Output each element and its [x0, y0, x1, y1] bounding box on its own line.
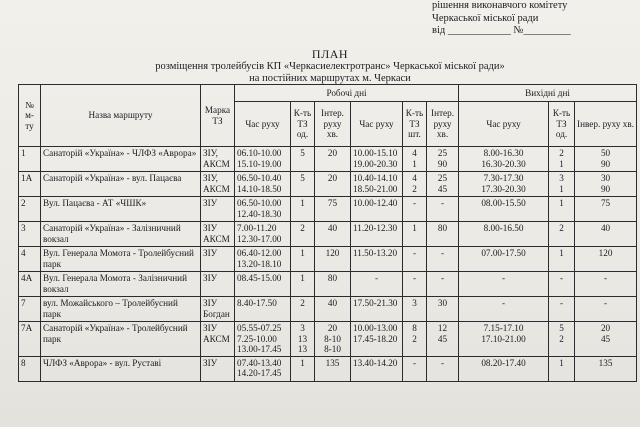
we-count-cell: 1: [549, 247, 575, 272]
we-count-cell: -: [549, 272, 575, 297]
table-row: [19, 356, 637, 381]
wd-time1-cell: 05.55-07.25 7.25-10.00 13.00-17.45: [235, 322, 291, 357]
brand-cell: ЗІУ АКСМ: [201, 322, 235, 357]
wd-time2-cell: -: [351, 272, 403, 297]
brand-cell: ЗІУ АКСМ: [201, 222, 235, 247]
table-row: [19, 297, 637, 322]
wd-time2-cell: 10.00-15.10 19.00-20.30: [351, 147, 403, 172]
wd-time2-cell: 11.20-12.30: [351, 222, 403, 247]
wd-interval1-cell: 80: [315, 272, 351, 297]
wd-interval2-cell: 80: [427, 222, 459, 247]
wd-time1-cell: 8.40-17.50: [235, 297, 291, 322]
wd-time2-cell: 11.50-13.20: [351, 247, 403, 272]
route-no-cell: 1А: [19, 172, 41, 197]
wd-count1-cell: 1: [291, 272, 315, 297]
wd-interval1-cell: 20 8-10 8-10: [315, 322, 351, 357]
wd-interval1-cell: 40: [315, 222, 351, 247]
we-interval-cell: 120: [575, 247, 637, 272]
wd-count1-cell: 1: [291, 197, 315, 222]
plan-subtitle-line1: розміщення тролейбусів КП «Черкасиелектротранс» Черкаської міської ради»: [155, 61, 505, 72]
we-time-cell: -: [459, 272, 549, 297]
wd-count2-cell: 1: [403, 222, 427, 247]
we-interval-cell: 40: [575, 222, 637, 247]
we-count-cell: 1: [549, 356, 575, 381]
plan-heading: ПЛАН: [311, 47, 349, 61]
wd-time2-cell: 13.40-14.20: [351, 356, 403, 381]
route-no-cell: 4: [19, 247, 41, 272]
route-no-cell: 1: [19, 147, 41, 172]
wd-interval1-cell: 40: [315, 297, 351, 322]
header-wd-time1: Час руху: [235, 102, 291, 147]
table-row: [19, 222, 637, 247]
wd-count1-cell: 3 13 13: [291, 322, 315, 357]
we-interval-cell: -: [575, 297, 637, 322]
brand-cell: ЗІУ, АКСМ: [201, 172, 235, 197]
we-count-cell: 2 1: [549, 147, 575, 172]
brand-cell: ЗІУ: [201, 197, 235, 222]
wd-interval2-cell: -: [427, 197, 459, 222]
we-count-cell: 5 2: [549, 322, 575, 357]
header-brand: Марка ТЗ: [201, 85, 235, 147]
table-header-row-top: [19, 85, 637, 102]
route-no-cell: 7А: [19, 322, 41, 357]
route-name-cell: вул. Можайського – Тролейбусний парк: [41, 297, 201, 322]
we-count-cell: 1: [549, 197, 575, 222]
wd-count2-cell: 4 1: [403, 147, 427, 172]
plan-subtitle-line2: на постійних маршрутах м. Черкаси: [249, 73, 411, 84]
route-name-cell: Вул. Генерала Момота - Залізничний вокзал: [41, 272, 201, 297]
we-time-cell: 07.00-17.50: [459, 247, 549, 272]
wd-time2-cell: 10.00-13.00 17.45-18.20: [351, 322, 403, 357]
wd-time1-cell: 06.10-10.00 15.10-19.00: [235, 147, 291, 172]
we-time-cell: 08.20-17.40: [459, 356, 549, 381]
header-route-no: № м-ту: [19, 85, 41, 147]
wd-time1-cell: 06.50-10.40 14.10-18.50: [235, 172, 291, 197]
wd-interval2-cell: -: [427, 247, 459, 272]
header-weekends: Вихідні дні: [459, 85, 637, 102]
wd-time1-cell: 7.00-11.20 12.30-17.00: [235, 222, 291, 247]
route-name-cell: Вул. Пацаєва - АТ «ЧШК»: [41, 197, 201, 222]
we-time-cell: 8.00-16.50: [459, 222, 549, 247]
wd-count1-cell: 1: [291, 247, 315, 272]
we-interval-cell: 135: [575, 356, 637, 381]
header-we-count: К-ть ТЗ од.: [549, 102, 575, 147]
wd-count1-cell: 5: [291, 147, 315, 172]
approval-stamp-block: [432, 0, 638, 38]
route-name-cell: Санаторій «Україна» - Залізничний вокзал: [41, 222, 201, 247]
header-we-interval: Інвер. руху хв.: [575, 102, 637, 147]
route-name-cell: Вул. Генерала Момота - Тролейбусний парк: [41, 247, 201, 272]
we-time-cell: -: [459, 297, 549, 322]
we-count-cell: 3 1: [549, 172, 575, 197]
route-no-cell: 7: [19, 297, 41, 322]
we-time-cell: 8.00-16.30 16.30-20.30: [459, 147, 549, 172]
wd-interval2-cell: 25 90: [427, 147, 459, 172]
header-wd-count1: К-ть ТЗ од.: [291, 102, 315, 147]
wd-time2-cell: 10.40-14.10 18.50-21.00: [351, 172, 403, 197]
we-interval-cell: 30 90: [575, 172, 637, 197]
header-wd-interval2: Інтер. руху хв.: [427, 102, 459, 147]
wd-interval2-cell: -: [427, 272, 459, 297]
wd-interval1-cell: 75: [315, 197, 351, 222]
header-wd-count2: К-ть ТЗ шт.: [403, 102, 427, 147]
brand-cell: ЗІУ: [201, 272, 235, 297]
header-we-time: Час руху: [459, 102, 549, 147]
table-row: [19, 322, 637, 357]
we-interval-cell: 75: [575, 197, 637, 222]
wd-count2-cell: -: [403, 247, 427, 272]
schedule-table: [18, 84, 637, 382]
wd-count1-cell: 2: [291, 222, 315, 247]
table-row: [19, 172, 637, 197]
wd-time2-cell: 10.00-12.40: [351, 197, 403, 222]
wd-count1-cell: 2: [291, 297, 315, 322]
we-interval-cell: 50 90: [575, 147, 637, 172]
header-wd-time2: Час руху: [351, 102, 403, 147]
approval-line-decision: рішення виконавчого комітету: [432, 0, 568, 11]
wd-count2-cell: -: [403, 272, 427, 297]
header-wd-interval1: Інтер. руху хв.: [315, 102, 351, 147]
route-no-cell: 4А: [19, 272, 41, 297]
wd-interval2-cell: 12 45: [427, 322, 459, 357]
header-route-name: Назва маршруту: [41, 85, 201, 147]
we-count-cell: 2: [549, 222, 575, 247]
wd-interval1-cell: 120: [315, 247, 351, 272]
wd-interval1-cell: 135: [315, 356, 351, 381]
wd-interval1-cell: 20: [315, 147, 351, 172]
table-row: [19, 147, 637, 172]
table-row: [19, 272, 637, 297]
we-time-cell: 08.00-15.50: [459, 197, 549, 222]
route-name-cell: Санаторій «Україна» - Тролейбусний парк: [41, 322, 201, 357]
we-interval-cell: 20 45: [575, 322, 637, 357]
wd-count2-cell: -: [403, 197, 427, 222]
wd-count2-cell: -: [403, 356, 427, 381]
we-count-cell: -: [549, 297, 575, 322]
approval-line-date-number: від ____________ №_________: [432, 25, 571, 36]
route-no-cell: 3: [19, 222, 41, 247]
wd-count2-cell: 4 2: [403, 172, 427, 197]
wd-interval1-cell: 20: [315, 172, 351, 197]
plan-title-block: [120, 48, 540, 85]
we-interval-cell: -: [575, 272, 637, 297]
wd-interval2-cell: 25 45: [427, 172, 459, 197]
wd-time1-cell: 08.45-15.00: [235, 272, 291, 297]
wd-time1-cell: 06.50-10.00 12.40-18.30: [235, 197, 291, 222]
brand-cell: ЗІУ: [201, 356, 235, 381]
we-time-cell: 7.30-17.30 17.30-20.30: [459, 172, 549, 197]
route-no-cell: 2: [19, 197, 41, 222]
brand-cell: ЗІУ: [201, 247, 235, 272]
wd-time1-cell: 06.40-12.00 13.20-18.10: [235, 247, 291, 272]
wd-count2-cell: 3: [403, 297, 427, 322]
wd-time2-cell: 17.50-21.30: [351, 297, 403, 322]
wd-count1-cell: 1: [291, 356, 315, 381]
brand-cell: ЗІУ Богдан: [201, 297, 235, 322]
wd-interval2-cell: 30: [427, 297, 459, 322]
we-time-cell: 7.15-17.10 17.10-21.00: [459, 322, 549, 357]
route-name-cell: Санаторій «Україна» - вул. Пацаєва: [41, 172, 201, 197]
approval-line-council: Черкаської міської ради: [432, 12, 539, 24]
table-row: [19, 197, 637, 222]
brand-cell: ЗІУ, АКСМ: [201, 147, 235, 172]
wd-interval2-cell: -: [427, 356, 459, 381]
route-no-cell: 8: [19, 356, 41, 381]
route-name-cell: Санаторій «Україна» - ЧЛФЗ «Аврора»: [41, 147, 201, 172]
header-workdays: Робочі дні: [235, 85, 459, 102]
wd-count2-cell: 8 2: [403, 322, 427, 357]
table-row: [19, 247, 637, 272]
route-name-cell: ЧЛФЗ «Аврора» - вул. Руставі: [41, 356, 201, 381]
wd-count1-cell: 5: [291, 172, 315, 197]
wd-time1-cell: 07.40-13.40 14.20-17.45: [235, 356, 291, 381]
